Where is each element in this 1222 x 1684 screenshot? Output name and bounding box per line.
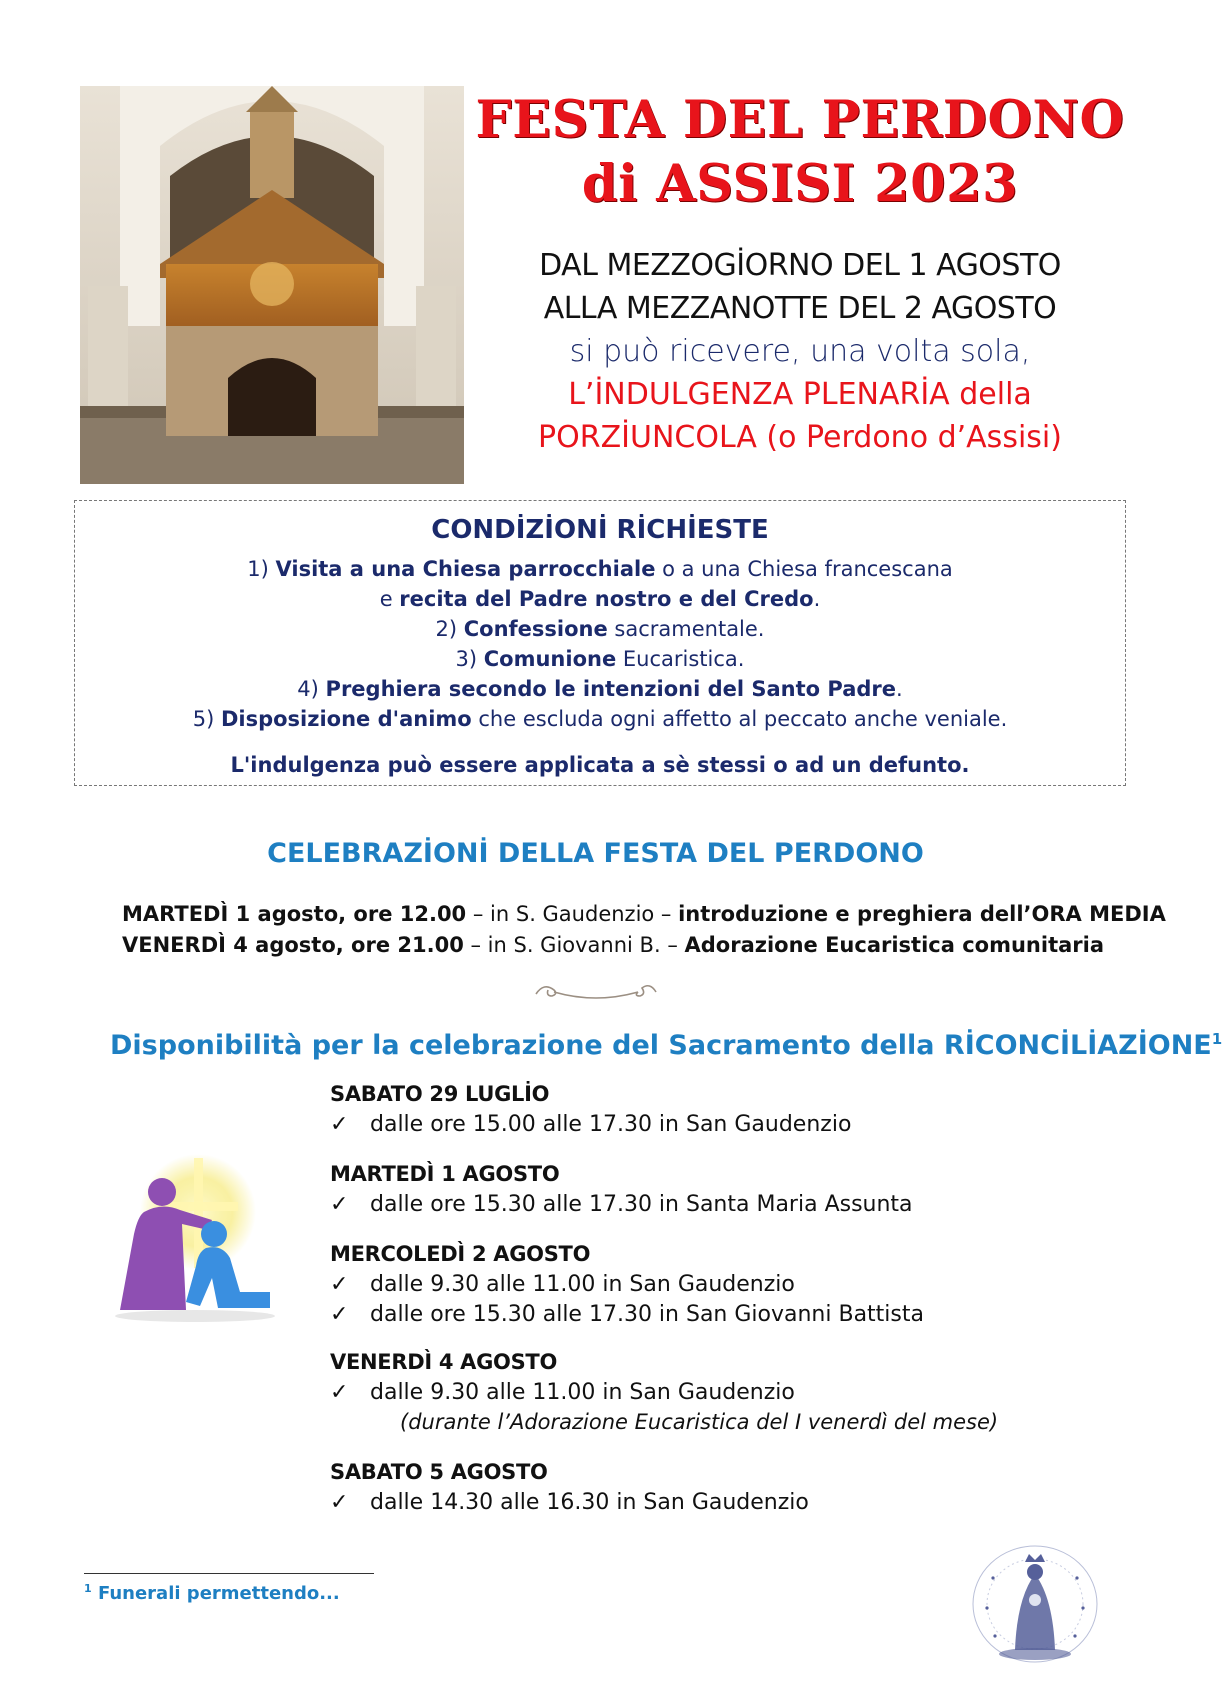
- condition-bold: Confessione: [463, 617, 608, 641]
- celebration-where: – in S. Gaudenzio –: [466, 902, 679, 926]
- reconciliation-title: [110, 1030, 1222, 1061]
- footnote-text: Funerali permettendo...: [97, 1583, 340, 1604]
- celebration-row: [122, 902, 1166, 926]
- schedule-item: [330, 1192, 913, 1217]
- schedule-item-text: dalle ore 15.00 alle 17.30 in San Gaudenzio: [370, 1112, 852, 1137]
- footnote: [84, 1582, 340, 1604]
- check-icon: ✓: [330, 1192, 349, 1217]
- condition-number: 4): [297, 677, 319, 701]
- celebration-what: introduzione e preghiera dell’ORA MEDIA: [678, 902, 1166, 926]
- condition-rest: o a una Chiesa francescana: [655, 557, 953, 581]
- condition-rest: che escluda ogni affetto al peccato anche veniale.: [471, 707, 1008, 731]
- condition-bold: Preghiera secondo le intenzioni del Santo Padre: [325, 677, 897, 701]
- schedule-item: [330, 1112, 851, 1137]
- schedule-item: [330, 1490, 809, 1515]
- condition-rest: .: [813, 587, 821, 611]
- condition-rest: sacramentale.: [607, 617, 765, 641]
- title-line-2: di ASSISI 2023: [581, 154, 1019, 214]
- condition-item: [75, 587, 1125, 611]
- reconciliation-title-text: Disponibilità per la celebrazione del Sacramento della RİCONCİLİAZİONE: [110, 1030, 1212, 1061]
- schedule-item-text: dalle ore 15.30 alle 17.30 in Santa Maria Assunta: [370, 1192, 913, 1217]
- intro-line-2: ALLA MEZZANOTTE DEL 2 AGOSTO: [543, 291, 1057, 326]
- condition-bold: recita del Padre nostro e del Credo: [399, 587, 814, 611]
- schedule-item: [330, 1380, 795, 1405]
- celebration-where: – in S. Giovanni B. –: [463, 933, 685, 957]
- condition-item: [75, 557, 1125, 581]
- check-icon: ✓: [330, 1380, 349, 1405]
- intro-line-1: DAL MEZZOGİORNO DEL 1 AGOSTO: [539, 248, 1061, 283]
- condition-item: [75, 677, 1125, 701]
- page-title: [470, 88, 1130, 216]
- check-icon: ✓: [330, 1490, 349, 1515]
- schedule-item-text: dalle 14.30 alle 16.30 in San Gaudenzio: [370, 1490, 809, 1515]
- indulgence-note: L'indulgenza può essere applicata a sè stessi o ad un defunto.: [230, 753, 970, 777]
- schedule-day: SABATO 29 LUGLİO: [330, 1082, 550, 1106]
- condition-item: [75, 647, 1125, 671]
- condition-number: 3): [455, 647, 478, 671]
- conditions-title: CONDİZİONİ RİCHİESTE: [431, 515, 769, 545]
- celebration-when: MARTEDÌ 1 agosto, ore 12.00: [122, 902, 467, 926]
- condition-number: 2): [435, 617, 458, 641]
- schedule-item-text: dalle ore 15.30 alle 17.30 in San Giovanni Battista: [370, 1302, 924, 1327]
- intro-line-4: L’İNDULGENZA PLENARİA della: [568, 377, 1032, 412]
- schedule-day: MERCOLEDÌ 2 AGOSTO: [330, 1242, 591, 1266]
- check-icon: ✓: [330, 1302, 349, 1327]
- condition-rest: Eucaristica.: [616, 647, 745, 671]
- schedule-day: SABATO 5 AGOSTO: [330, 1460, 548, 1484]
- intro-text: [470, 244, 1130, 459]
- celebration-row: [122, 933, 1104, 957]
- confession-illustration: [100, 1150, 286, 1326]
- condition-rest: .: [896, 677, 903, 701]
- condition-bold: Disposizione d'animo: [220, 707, 472, 731]
- footnote-mark: 1: [1211, 1030, 1222, 1048]
- schedule-day: VENERDÌ 4 AGOSTO: [330, 1350, 558, 1374]
- intro-line-3: si può ricevere, una volta sola,: [569, 334, 1031, 369]
- condition-number: 5): [192, 707, 215, 731]
- condition-number: 1): [247, 557, 269, 581]
- celebrations-title: CELEBRAZİONİ DELLA FESTA DEL PERDONO: [267, 838, 924, 869]
- check-icon: ✓: [330, 1112, 349, 1137]
- condition-bold: Visita a una Chiesa parrocchiale: [275, 557, 656, 581]
- condition-bold: Comunione: [483, 647, 617, 671]
- condition-prefix: e: [379, 587, 400, 611]
- conditions-box: [74, 500, 1126, 786]
- schedule-item: [330, 1302, 924, 1327]
- schedule-item-text: dalle 9.30 alle 11.00 in San Gaudenzio: [370, 1380, 795, 1405]
- schedule-day: MARTEDÌ 1 AGOSTO: [330, 1162, 560, 1186]
- title-line-1: FESTA DEL PERDONO: [475, 90, 1125, 150]
- schedule-note: (durante l’Adorazione Eucaristica del I venerdì del mese): [400, 1410, 999, 1434]
- condition-item: [75, 617, 1125, 641]
- footnote-divider: [84, 1573, 374, 1574]
- porziuncola-photo: [80, 86, 464, 484]
- ornament-divider: [530, 978, 662, 1006]
- celebration-when: VENERDÌ 4 agosto, ore 21.00: [122, 933, 464, 957]
- check-icon: ✓: [330, 1272, 349, 1297]
- footnote-number: 1: [84, 1582, 92, 1595]
- schedule-item-text: dalle 9.30 alle 11.00 in San Gaudenzio: [370, 1272, 795, 1297]
- condition-item: [75, 707, 1125, 731]
- celebration-what: Adorazione Eucaristica comunitaria: [684, 933, 1105, 957]
- parish-seal-logo: [965, 1538, 1105, 1668]
- schedule-item: [330, 1272, 795, 1297]
- intro-line-5: PORZİUNCOLA (o Perdono d’Assisi): [538, 420, 1062, 455]
